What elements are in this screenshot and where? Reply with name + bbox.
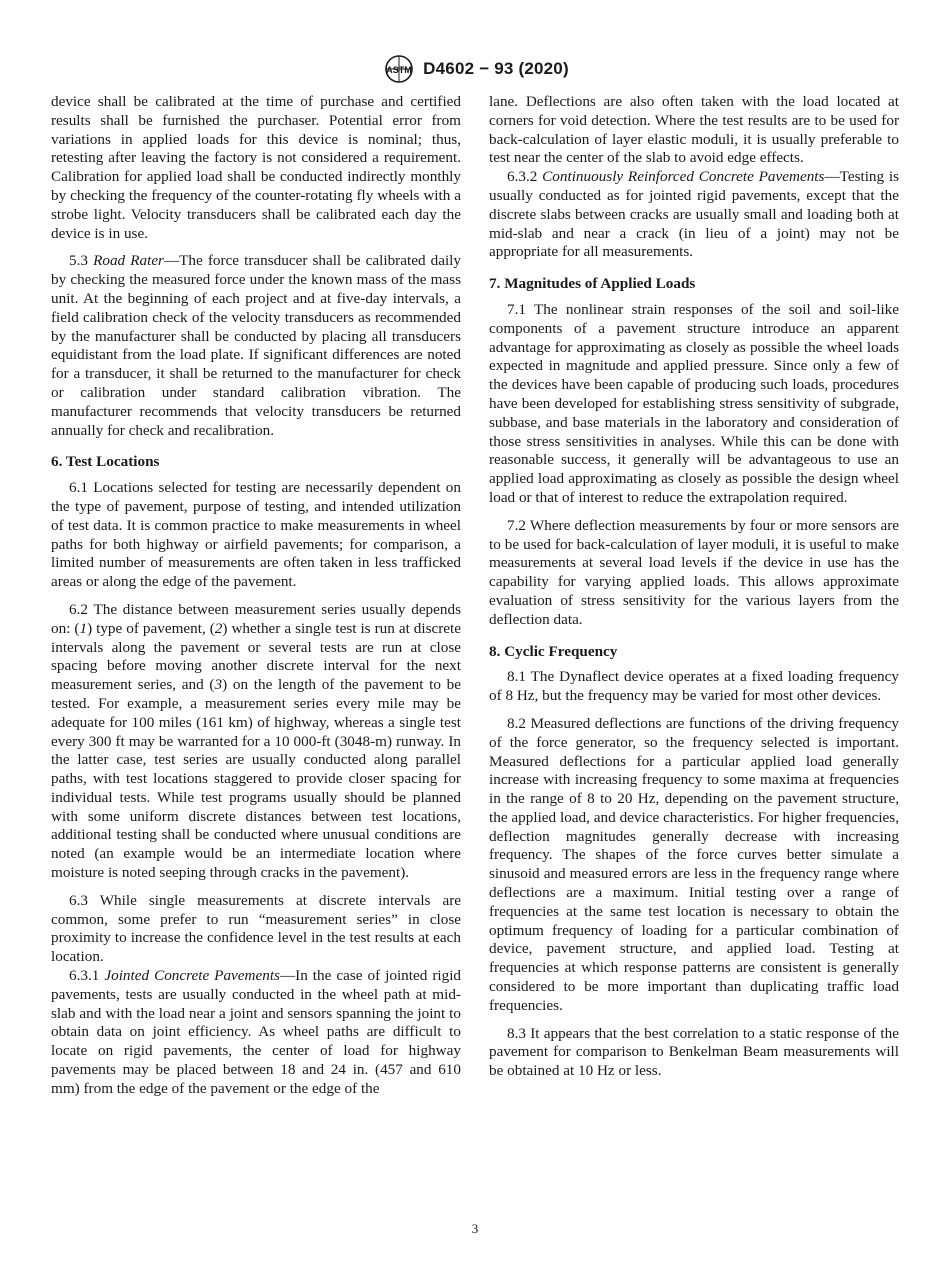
paragraph-title: Continuously Reinforced Concrete Pavements	[542, 168, 825, 186]
text-run: ) on the length of the pavement to be tested. For example, a measurement series every mile may be adequate for 100 miles (161 km) of highway, whereas a single test every 300 ft may be warranted for a 10 000-ft (3048-m) runway. In the latter case, test series are usually conducted along parallel paths, with test locations staggered to provide closer spacing for individual tests. While test programs usually should be planned with some uniform discrete distances between test locations, additional testing shall be conducted where unusual conditions are noted (an example would be an intermediate location where moisture is noted seeping through cracks in the pavement).	[51, 676, 462, 882]
paragraph-6-3: 6.3 While single measurements at discrete intervals are common, some prefer to run “measurement series” in close proximity to increase the confidence level in the test results at each location.	[51, 891, 461, 966]
paragraph-6-3-2	[489, 168, 899, 262]
right-column	[489, 93, 899, 1081]
paragraph-number: 6.3.2	[507, 168, 543, 186]
paragraph-7-1: 7.1 The nonlinear strain responses of the soil and soil-like components of a pavement structure introduce an apparent advantage for approximating as closely as possible the wheel loads expected in magnitude and applied pressure. Since only a few of the devices have been capable of producing such loads, procedures have been developed for establishing stress sensitivity of subgrade, subbase, and base materials in the laboratory and consideration of those stress sensitivities in analyses. While this can be done with reasonable success, it generally will be advantageous to use an applied load approximating as closely as possible the design wheel load or that of interest to reduce the extrapolation required.	[489, 300, 899, 506]
paragraph-5-3	[51, 252, 461, 440]
left-column	[51, 93, 461, 1099]
paragraph-8-3: 8.3 It appears that the best correlation to a static response of the pavement for comparison to Benkelman Beam measurements will be obtained at 10 Hz or less.	[489, 1024, 899, 1080]
document-designation: D4602 − 93 (2020)	[423, 59, 569, 78]
paragraph-number: 5.3	[69, 252, 94, 270]
page-header	[0, 54, 950, 84]
paragraph-6-1: 6.1 Locations selected for testing are necessarily dependent on the type of pavement, purpose of testing, and intended utilization of test data. It is common practice to make measurements in wheel paths for both highway or airfield pavements; for comparison, a limited number of measurements are often taken in less trafficked areas or along the edge of the pavement.	[51, 479, 461, 591]
text-run: ) whether a single test is run at discrete intervals along the pavement or several tests are run at close spacing before moving another discrete interval for the next measurement series, and (	[51, 619, 462, 694]
list-number: 3	[214, 676, 223, 694]
paragraph-number: 6.3.1	[69, 967, 105, 985]
paragraph-text: —Testing is usually conducted as for jointed rigid pavements, except that the discrete slabs between cracks are usually small and loading both at mid-slab and near a crack (in lieu of a joint) may not be appropriate for all measurements.	[489, 168, 900, 261]
section-heading-7: 7. Magnitudes of Applied Loads	[489, 275, 696, 293]
paragraph-6-2	[51, 601, 461, 883]
paragraph-5-2-continued: device shall be calibrated at the time of purchase and certified results shall be furnished the purchaser. Potential error from variations in applied loads for this device is nominal; thus, retesting after leaving the factory is not considered a requirement. Calibration for applied load shall be conducted indirectly monthly by checking the frequency of the counter-rotating fly wheels with a strobe light. Velocity transducers shall be calibrated each day the device is in use.	[51, 93, 461, 242]
list-number: 2	[214, 619, 223, 637]
astm-logo-icon	[381, 54, 417, 84]
paragraph-6-3-1	[51, 967, 461, 1099]
paragraph-8-1: 8.1 The Dynaflect device operates at a fixed loading frequency of 8 Hz, but the frequency may be varied for most other devices.	[489, 668, 899, 705]
paragraph-text: —The force transducer shall be calibrated daily by checking the measured force under the known mass of the mass unit. At the beginning of each project and at five-day intervals, a field calibration check of the velocity transducers as recommended by the manufacturer shall be conducted by placing all transducers equidistant from the load plate. If significant differences are noted for a transducer, it shall be returned to the manufacturer for check or calibration under standard calibration vibration. The manufacturer recommends that velocity transducers be returned annually for check and recalibration.	[51, 252, 461, 439]
paragraph-8-2: 8.2 Measured deflections are functions of the driving frequency of the force generator, so the frequency selected is important. Measured deflections for a particular applied load generally increase with increasing frequency to some maxima at frequencies in the range of 8 to 20 Hz, depending on the pavement structure, the applied load, and device characteristics. For higher frequencies, deflection magnitudes generally decrease with increasing frequency. The shapes of the force curves better simulate a sinusoid and measured errors are less in the frequency range where deflections are a maximum. Initial testing over a range of frequencies at the same test location is necessary to obtain the optimum frequency of loading for a particular combination of device, pavement structure, and applied load. Testing at frequencies at which response patterns are consistent is generally considered to be more important than duplicating traffic load frequencies.	[489, 714, 899, 1014]
paragraph-title: Jointed Concrete Pavements	[104, 967, 280, 985]
section-heading-6: 6. Test Locations	[51, 453, 160, 471]
paragraph-7-2: 7.2 Where deflection measurements by four or more sensors are to be used for back-calculation of layer moduli, it is useful to make measurements at several load levels if the device in use has the capability for varying applied loads. This allows approximate evaluation of stress sensitivity for the various layers from the deflection data.	[489, 516, 899, 628]
paragraph-title: Road Rater	[93, 252, 164, 270]
paragraph-6-3-1-continued: lane. Deflections are also often taken with the load located at corners for void detection. Where the test results are to be used for back-calculation of layer elastic moduli, it is usually preferable to test near the center of the slab to avoid edge effects.	[489, 93, 899, 167]
text-run: 6.2 The distance between measurement series usually depends on: (	[51, 600, 461, 637]
logo-text: ASTM	[386, 65, 412, 75]
section-heading-8: 8. Cyclic Frequency	[489, 642, 618, 660]
paragraph-text: —In the case of jointed rigid pavements, tests are usually conducted in the wheel path at mid-slab and with the load near a joint and sensors spanning the joint to obtain data on joint efficiency. As wheel paths are difficult to locate on rigid pavements, the center of load for highway pavements may be placed between 18 and 24 in. (457 and 610 mm) from the edge of the pavement or the edge of the	[51, 967, 462, 1097]
text-run: ) type of pavement, (	[87, 619, 215, 637]
page-number: 3	[471, 1221, 479, 1236]
list-number: 1	[79, 619, 88, 637]
